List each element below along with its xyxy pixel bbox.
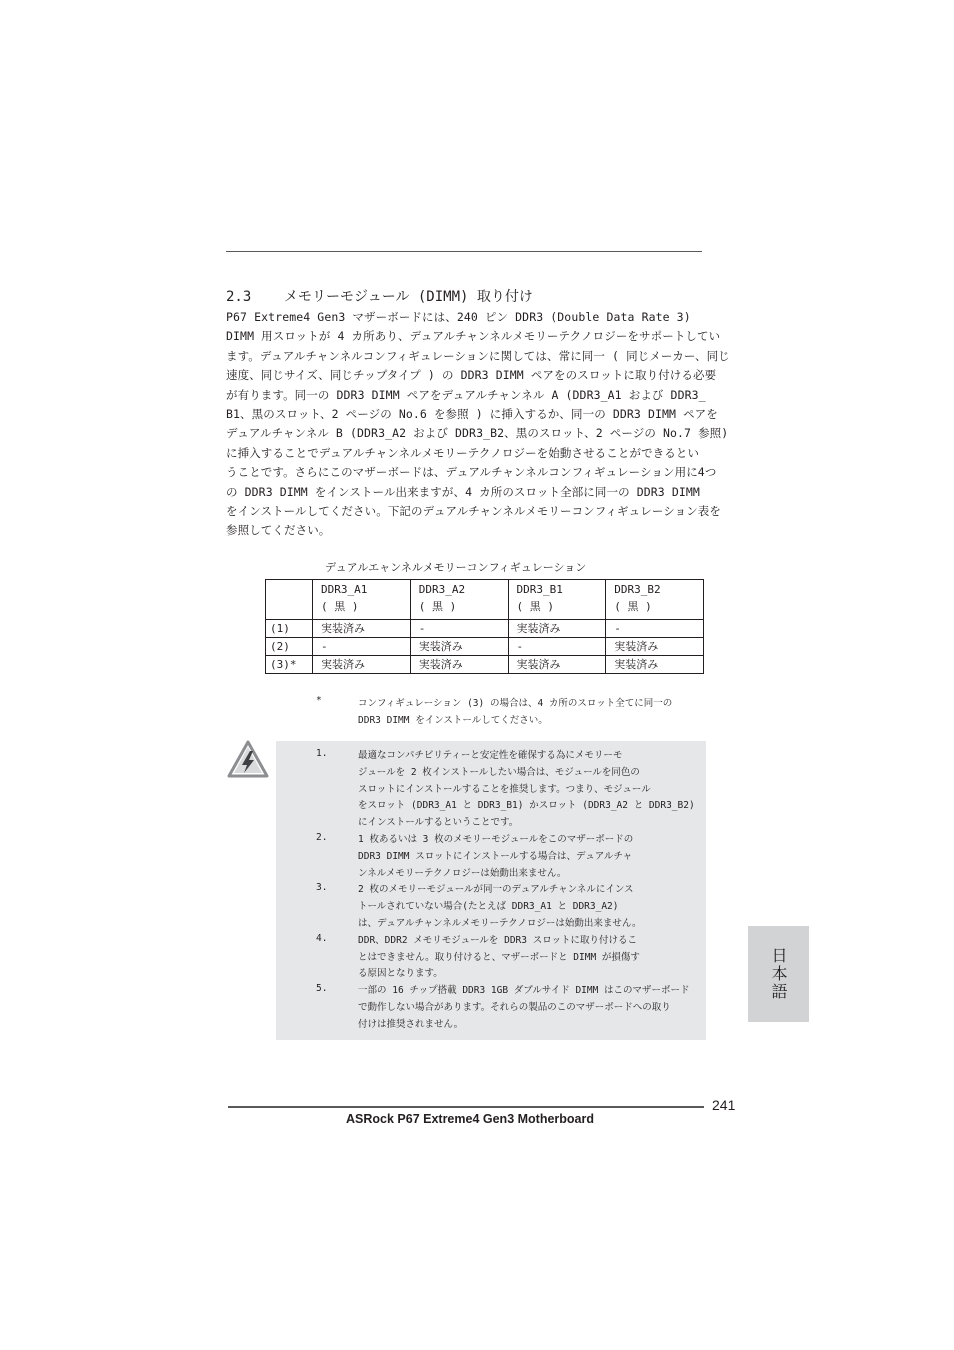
note-line: にインストールするということです。 (358, 817, 519, 829)
body-line: うことです。さらにこのマザーボードは、デュアルチャンネルコンフィギュレーション用に4つ (226, 465, 717, 480)
note-line: DDR、DDR2 メモリモジュールを DDR3 スロットに取り付けるこ (358, 934, 638, 946)
body-line: デュアルチャンネル B (DDR3_A2 および DDR3_B2、黒のスロット、2 ページの No.7 参照) (226, 426, 729, 441)
footnote-line: コンフィギュレーション (3) の場合は、4 カ所のスロット全てに同一の (358, 698, 673, 709)
memory-config-table (265, 579, 704, 674)
page-number: 241 (712, 1097, 736, 1113)
footnote-line: DDR3 DIMM をインストールしてください。 (358, 715, 548, 726)
footer-rule (228, 1106, 704, 1108)
note-line: 一部の 16 チップ搭載 DDR3 1GB ダブルサイド DIMM はこのマザーボード (358, 985, 690, 997)
note-item (316, 933, 695, 983)
body-line: が有ります。同一の DDR3 DIMM ペアをデュアルチャンネル A (DDR3_A1 および DDR3_ (226, 387, 706, 402)
table-cell: 実装済み (313, 656, 411, 674)
body-line: をインストールしてください。下記のデュアルチャンネルメモリーコンフィギュレーション表を (226, 503, 721, 518)
table-cell: 実装済み (606, 656, 704, 674)
table-caption: デュアルエャンネルメモリーコンフィギュレーション (325, 561, 587, 574)
note-item (316, 832, 695, 882)
table-cell: 実装済み (508, 620, 606, 638)
table-row (266, 620, 704, 638)
table-row (266, 656, 704, 674)
note-line: トールされていない場合(たとえば DDR3_A1 と DDR3_A2) (358, 901, 619, 913)
notes-list (316, 748, 695, 1034)
table-cell: - (508, 638, 606, 656)
table-cell: 実装済み (410, 638, 508, 656)
row-label: (3)* (266, 656, 313, 674)
table-header-cell: DDR3_A1 ( 黒 ) (313, 580, 411, 620)
language-tab-label: 日本語 (769, 947, 788, 1001)
note-line: は、デュアルチャンネルメモリーテクノロジーは始動出来ません。 (358, 917, 642, 929)
body-line: P67 Extreme4 Gen3 マザーボードには、240 ピン DDR3 (Double Data Rate 3) (226, 310, 691, 324)
note-line: とはできません。取り付けると、マザーボードと DIMM が損傷す (358, 951, 640, 963)
warning-icon (227, 740, 269, 778)
footer-title: ASRock P67 Extreme4 Gen3 Motherboard (346, 1112, 594, 1126)
note-line: る原因となります。 (358, 968, 443, 980)
body-paragraph (226, 308, 730, 541)
note-item (316, 882, 695, 932)
table-cell: 実装済み (313, 620, 411, 638)
note-number: 4. (316, 932, 328, 944)
section-number: 2.3 (226, 289, 252, 305)
body-line: 参照してください。 (226, 523, 331, 538)
table-header-cell: DDR3_A2 ( 黒 ) (410, 580, 508, 620)
note-item (316, 748, 695, 832)
table-cell: 実装済み (606, 638, 704, 656)
table-cell: - (313, 638, 411, 656)
note-line: をスロット (DDR3_A1 と DDR3_B1) かスロット (DDR3_A2 と DDR3_B2) (358, 800, 695, 812)
table-corner-cell (266, 580, 313, 620)
note-line: 最適なコンパチビリティーと安定性を確保する為にメモリーモ (358, 750, 623, 761)
note-item (316, 983, 695, 1033)
note-line: ンネルメモリーテクノロジーは始動出来ません。 (358, 867, 567, 879)
footnote-mark: * (316, 695, 322, 706)
table-cell: 実装済み (410, 656, 508, 674)
body-line: に挿入することでデュアルチャンネルメモリーテクノロジーを始動させることができるとい (226, 445, 700, 460)
body-line: DIMM 用スロットが 4 カ所あり、デュアルチャンネルメモリーテクノロジーをサポートしてい (226, 329, 721, 344)
table-header-cell: DDR3_B1 ( 黒 ) (508, 580, 606, 620)
top-rule (226, 251, 702, 252)
note-line: 付けは推奨されません。 (358, 1018, 464, 1030)
note-line: 2 枚のメモリーモジュールが同一のデュアルチャンネルにインス (358, 884, 634, 896)
note-number: 1. (316, 748, 328, 759)
language-tab (748, 926, 809, 1022)
table-cell: 実装済み (508, 656, 606, 674)
row-label: (2) (266, 638, 313, 656)
table-header-cell: DDR3_B2 ( 黒 ) (606, 580, 704, 620)
table-row (266, 638, 704, 656)
note-line: スロットにインストールすることを推奨します。つまり、モジュール (358, 783, 651, 795)
note-number: 3. (316, 882, 328, 894)
note-line: で動作しない場合があります。それらの製品のこのマザーボードへの取り (358, 1001, 671, 1013)
table-header-row (266, 580, 704, 620)
table-cell: - (410, 620, 508, 638)
table-cell: - (606, 620, 704, 638)
body-line: 速度、同じサイズ、同じチップタイプ ) の DDR3 DIMM ペアをのスロットに取り付ける必要 (226, 368, 717, 383)
section-title: メモリーモジュール (DIMM) 取り付け (284, 289, 533, 305)
note-number: 2. (316, 831, 328, 843)
note-number: 5. (316, 983, 328, 995)
section-heading (226, 286, 533, 306)
note-line: ジュールを 2 枚インストールしたい場合は、モジュールを同色の (358, 766, 640, 778)
note-line: DDR3 DIMM スロットにインストールする場合は、デュアルチャ (358, 850, 633, 862)
body-line: の DDR3 DIMM をインストール出来ますが、4 カ所のスロット全部に同一の DDR3 DIMM (226, 484, 700, 499)
row-label: (1) (266, 620, 313, 638)
note-line: 1 枚あるいは 3 枚のメモリーモジュールをこのマザーボードの (358, 833, 634, 845)
body-line: B1、黒のスロット、2 ページの No.6 を参照 ) に挿入するか、同一の DDR3 DIMM ペアを (226, 406, 718, 421)
body-line: ます。デュアルチャンネルコンフィギュレーションに関しては、常に同一 ( 同じメーカー、同じ (226, 348, 730, 363)
